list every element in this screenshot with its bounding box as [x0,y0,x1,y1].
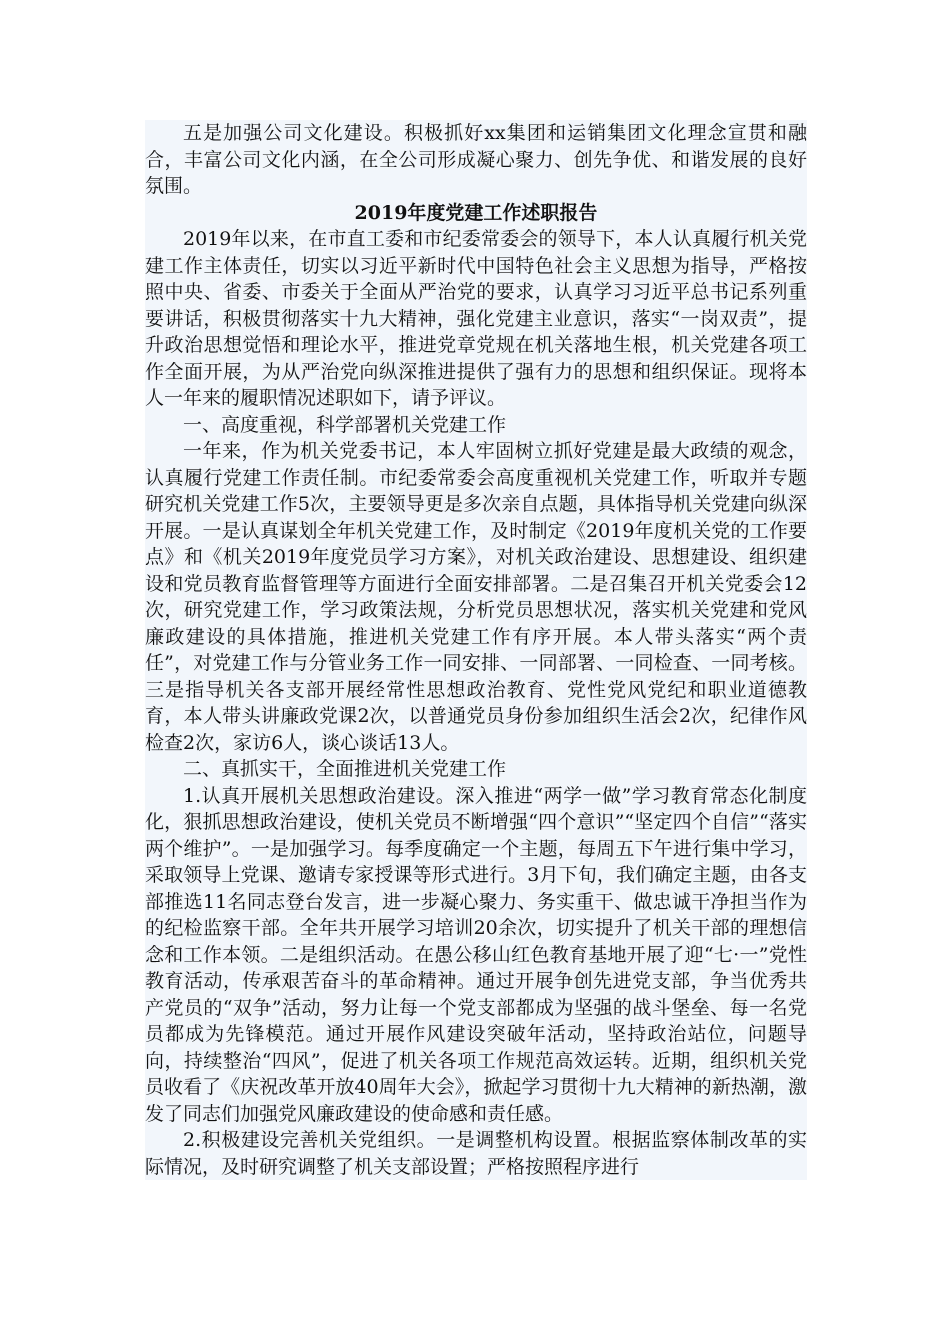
section2-item2-paragraph: 2.积极建设完善机关党组织。一是调整机构设置。根据监察体制改革的实际情况，及时研究调整了机关支部设置；严格按照程序进行 [145,1127,807,1180]
section2-item1-paragraph: 1.认真开展机关思想政治建设。深入推进“两学一做”学习教育常态化制度化，狠抓思想政治建设，使机关党员不断增强“四个意识”“坚定四个自信”“落实两个维护”。一是加强学习。每季度确定一个主题，每周五下午进行集中学习，采取领导上党课、邀请专家授课等形式进行。3月下旬，我们确定主题，由各支部推选11名同志登台发言，进一步凝心聚力、务实重干、做忠诚干净担当作为的纪检监察干部。全年共开展学习培训20余次，切实提升了机关干部的理想信念和工作本领。二是组织活动。在愚公移山红色教育基地开展了迎“七·一”党性教育活动，传承艰苦奋斗的革命精神。通过开展争创先进党支部，争当优秀共产党员的“双争”活动，努力让每一个党支部都成为坚强的战斗堡垒、每一名党员都成为先锋模范。通过开展作风建设突破年活动，坚持政治站位，问题导向，持续整治“四风”，促进了机关各项工作规范高效运转。近期，组织机关党员收看了《庆祝改革开放40周年大会》，掀起学习贯彻十九大精神的新热潮，激发了同志们加强党风廉政建设的使命感和责任感。 [145,783,807,1128]
section1-heading: 一、高度重视，科学部署机关党建工作 [145,412,807,439]
section1-paragraph: 一年来，作为机关党委书记，本人牢固树立抓好党建是最大政绩的观念，认真履行党建工作责任制。市纪委常委会高度重视机关党建工作，听取并专题研究机关党建工作5次，主要领导更是多次亲自点题，具体指导机关党建向纵深开展。一是认真谋划全年机关党建工作，及时制定《2019年度机关党的工作要点》和《机关2019年度党员学习方案》，对机关政治建设、思想建设、组织建设和党员教育监督管理等方面进行全面安排部署。二是召集召开机关党委会12次，研究党建工作，学习政策法规，分析党员思想状况，落实机关党建和党风廉政建设的具体措施，推进机关党建工作有序开展。本人带头落实“两个责任”，对党建工作与分管业务工作一同安排、一同部署、一同检查、一同考核。三是指导机关各支部开展经常性思想政治教育、党性党风党纪和职业道德教育，本人带头讲廉政党课2次，以普通党员身份参加组织生活会2次，纪律作风检查2次，家访6人，谈心谈话13人。 [145,438,807,756]
report-title: 2019年度党建工作述职报告 [145,200,807,227]
intro-paragraph: 五是加强公司文化建设。积极抓好xx集团和运销集团文化理念宣贯和融合，丰富公司文化内涵，在全公司形成凝心聚力、创先争优、和谐发展的良好氛围。 [145,120,807,200]
section2-heading: 二、真抓实干，全面推进机关党建工作 [145,756,807,783]
opening-paragraph: 2019年以来，在市直工委和市纪委常委会的领导下，本人认真履行机关党建工作主体责任，切实以习近平新时代中国特色社会主义思想为指导，严格按照中央、省委、市委关于全面从严治党的要求，认真学习习近平总书记系列重要讲话，积极贯彻落实十九大精神，强化党建主业意识，落实“一岗双责”，提升政治思想觉悟和理论水平，推进党章党规在机关落地生根，机关党建各项工作全面开展，为从严治党向纵深推进提供了强有力的思想和组织保证。现将本人一年来的履职情况述职如下，请予评议。 [145,226,807,412]
document-page [145,120,807,1180]
